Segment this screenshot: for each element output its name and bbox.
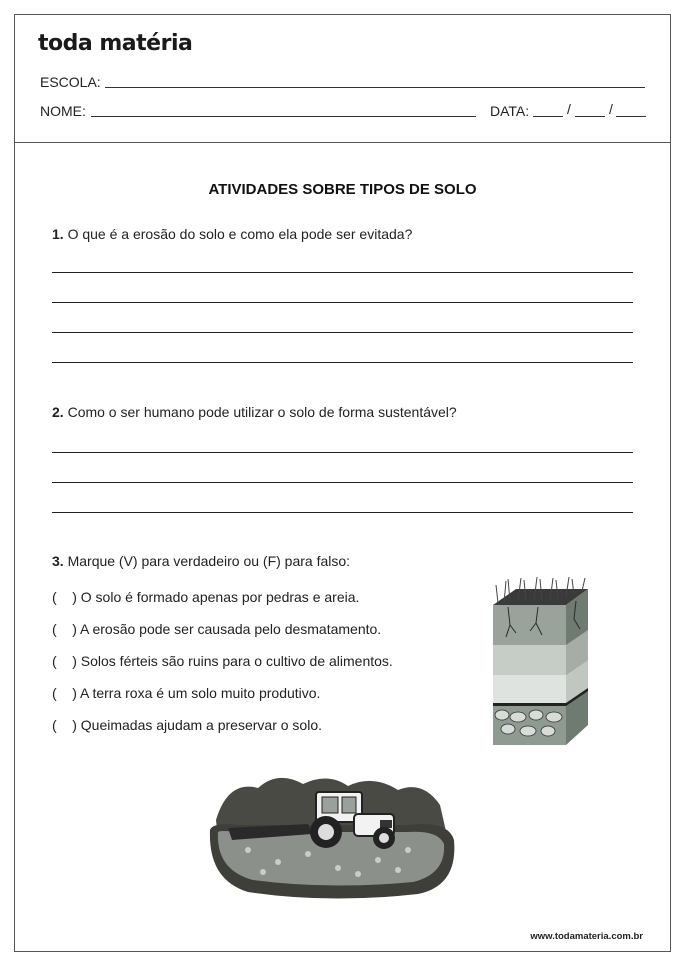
question-3 [52,553,350,569]
question-2 [52,404,457,420]
name-field[interactable] [91,116,476,117]
date-day-field[interactable] [533,116,563,117]
date-month-field[interactable] [575,116,605,117]
answer-line[interactable] [52,302,633,303]
answer-line[interactable] [52,362,633,363]
logo: toda matéria [38,31,193,56]
answer-line[interactable] [52,452,633,453]
answer-line[interactable] [52,482,633,483]
answer-line[interactable] [52,512,633,513]
true-false-item[interactable]: ( ) A terra roxa é um solo muito produtivo. [52,685,321,701]
soil-profile-illustration [488,575,598,747]
question-number: 3. [52,553,64,569]
question-number: 2. [52,404,64,420]
tractor-illustration [208,770,460,902]
name-label: NOME: [40,103,86,119]
question-text: Marque (V) para verdadeiro ou (F) para falso: [63,553,351,569]
question-text: Como o ser humano pode utilizar o solo de forma sustentável? [63,404,457,420]
question-text: O que é a erosão do solo e como ela pode ser evitada? [63,226,413,242]
true-false-item[interactable]: ( ) Queimadas ajudam a preservar o solo. [52,717,323,733]
footer-url[interactable]: www.todamateria.com.br [530,931,643,942]
date-label: DATA: [490,103,530,119]
date-separator: / [567,101,571,117]
answer-line[interactable] [52,332,633,333]
question-number: 1. [52,226,64,242]
school-label: ESCOLA: [40,74,101,90]
date-year-field[interactable] [616,116,646,117]
date-separator: / [609,101,613,117]
true-false-item[interactable]: ( ) A erosão pode ser causada pelo desmatamento. [52,621,382,637]
answer-line[interactable] [52,272,633,273]
worksheet-title: ATIVIDADES SOBRE TIPOS DE SOLO [208,181,477,198]
true-false-item[interactable]: ( ) Solos férteis são ruins para o cultivo de alimentos. [52,653,393,669]
header-divider [14,142,671,143]
question-1 [52,226,412,242]
school-field[interactable] [105,87,645,88]
true-false-item[interactable]: ( ) O solo é formado apenas por pedras e areia. [52,589,360,605]
